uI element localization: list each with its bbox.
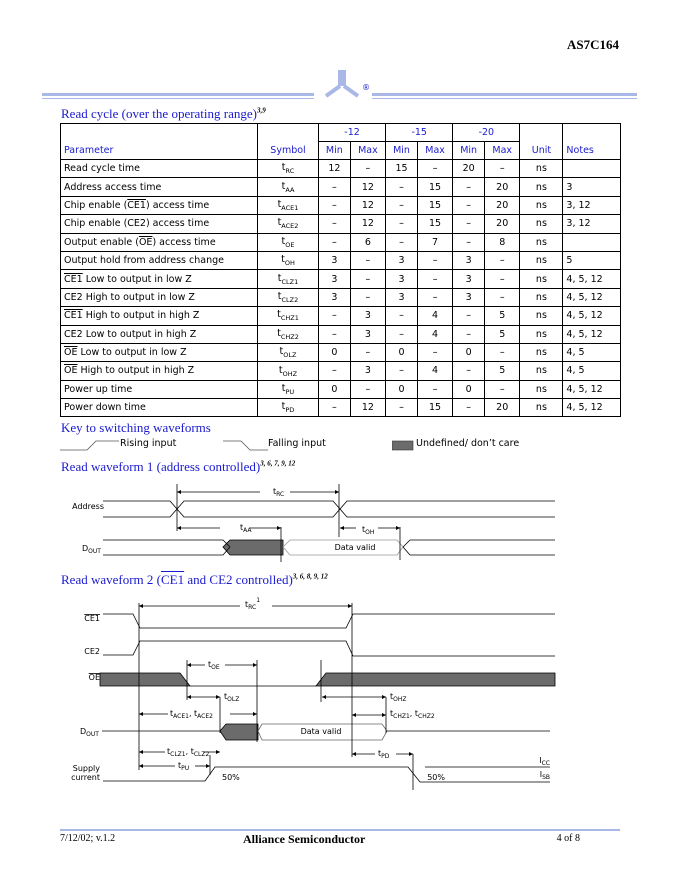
- value-cell: 0: [319, 380, 351, 398]
- value-cell: 20: [485, 399, 520, 417]
- value-cell: 20: [485, 196, 520, 214]
- toh-label: $t_{OH}$: [362, 525, 375, 536]
- tohz-label: $t_{OHZ}$: [390, 692, 407, 703]
- unit-cell: ns: [520, 362, 563, 380]
- col-max: Max: [417, 142, 452, 160]
- value-cell: 5: [485, 307, 520, 325]
- footer-date: 7/12/02; v.1.2: [60, 833, 116, 844]
- notes-cell: 3, 12: [563, 196, 621, 214]
- notes-cell: 4, 5, 12: [563, 288, 621, 306]
- param-cell: Power up time: [61, 380, 258, 398]
- symbol-cell: $t_{OE}$: [258, 233, 319, 251]
- col-max: Max: [350, 142, 385, 160]
- value-cell: 3: [319, 288, 351, 306]
- value-cell: 0: [386, 380, 418, 398]
- value-cell: 12: [319, 160, 351, 178]
- value-cell: –: [319, 307, 351, 325]
- address-waveform: [103, 501, 555, 517]
- value-cell: 20: [485, 178, 520, 196]
- param-cell: Chip enable (CE2) access time: [61, 215, 258, 233]
- notes-cell: 4, 5, 12: [563, 380, 621, 398]
- value-cell: –: [319, 362, 351, 380]
- value-cell: –: [453, 362, 485, 380]
- value-cell: –: [386, 362, 418, 380]
- col-unit: Unit: [520, 124, 563, 160]
- notes-cell: 4, 5: [563, 362, 621, 380]
- tclz-label: $t_{CLZ1}$, $t_{CLZ2}$: [167, 747, 210, 758]
- symbol-cell: $t_{OLZ}$: [258, 343, 319, 361]
- col-min: Min: [453, 142, 485, 160]
- value-cell: 8: [485, 233, 520, 251]
- col-notes: Notes: [563, 124, 621, 160]
- value-cell: –: [386, 196, 418, 214]
- col-speed-12: -12: [319, 124, 386, 142]
- part-number: AS7C164: [566, 37, 619, 52]
- param-cell: CE1 Low to output in low Z: [61, 270, 258, 288]
- unit-cell: ns: [520, 270, 563, 288]
- value-cell: –: [319, 233, 351, 251]
- value-cell: 3: [319, 270, 351, 288]
- ce2-waveform: [103, 641, 555, 656]
- value-cell: 20: [485, 215, 520, 233]
- col-max: Max: [485, 142, 520, 160]
- value-cell: 6: [350, 233, 385, 251]
- value-cell: –: [485, 288, 520, 306]
- address-label: Address: [72, 502, 104, 511]
- value-cell: –: [485, 380, 520, 398]
- symbol-cell: $t_{CHZ1}$: [258, 307, 319, 325]
- trc-label: $t_{RC}$: [273, 487, 285, 498]
- symbol-cell: $t_{CLZ2}$: [258, 288, 319, 306]
- value-cell: –: [417, 380, 452, 398]
- value-cell: –: [417, 251, 452, 269]
- ce2-label: CE2: [84, 647, 100, 656]
- symbol-cell: $t_{ACE1}$: [258, 196, 319, 214]
- pct-label-b: 50%: [427, 773, 445, 782]
- read-cycle-heading: Read cycle (over the operating range)$^{3,9}$: [61, 106, 266, 121]
- data-valid-label-1: Data valid: [334, 543, 376, 552]
- ce1-label: CE1: [84, 614, 100, 623]
- notes-cell: 4, 5: [563, 343, 621, 361]
- value-cell: 3: [453, 251, 485, 269]
- value-cell: –: [453, 325, 485, 343]
- param-cell: Address access time: [61, 178, 258, 196]
- param-cell: Output hold from address change: [61, 251, 258, 269]
- value-cell: 12: [350, 196, 385, 214]
- value-cell: –: [417, 288, 452, 306]
- footer-rule: [60, 829, 620, 831]
- param-cell: CE1 High to output in high Z: [61, 307, 258, 325]
- value-cell: –: [350, 380, 385, 398]
- notes-cell: 5: [563, 251, 621, 269]
- tace-label: $t_{ACE1}$, $t_{ACE2}$: [170, 709, 213, 720]
- value-cell: 0: [319, 343, 351, 361]
- unit-cell: ns: [520, 178, 563, 196]
- tchz-label: $t_{CHZ1}$, $t_{CHZ2}$: [390, 709, 435, 720]
- value-cell: –: [453, 215, 485, 233]
- value-cell: 12: [350, 178, 385, 196]
- value-cell: –: [485, 343, 520, 361]
- value-cell: –: [350, 288, 385, 306]
- current-label: current: [71, 773, 100, 782]
- key-heading: Key to switching waveforms: [61, 420, 211, 435]
- param-cell: Power down time: [61, 399, 258, 417]
- pct-label-a: 50%: [222, 773, 240, 782]
- param-cell: Read cycle time: [61, 160, 258, 178]
- value-cell: 3: [386, 270, 418, 288]
- col-speed-20: -20: [453, 124, 520, 142]
- col-parameter: Parameter: [61, 124, 258, 160]
- col-symbol: Symbol: [258, 124, 319, 160]
- value-cell: 3: [350, 307, 385, 325]
- notes-cell: 4, 5, 12: [563, 270, 621, 288]
- value-cell: –: [386, 233, 418, 251]
- unit-cell: ns: [520, 196, 563, 214]
- value-cell: –: [453, 399, 485, 417]
- value-cell: –: [485, 251, 520, 269]
- dout-waveform-1: [103, 540, 555, 555]
- value-cell: –: [319, 325, 351, 343]
- value-cell: –: [319, 196, 351, 214]
- footer-company: Alliance Semiconductor: [243, 832, 366, 846]
- value-cell: 7: [417, 233, 452, 251]
- unit-cell: ns: [520, 325, 563, 343]
- value-cell: 12: [350, 215, 385, 233]
- notes-cell: 3: [563, 178, 621, 196]
- symbol-cell: $t_{PD}$: [258, 399, 319, 417]
- oe-label: OE: [88, 673, 100, 682]
- value-cell: –: [386, 215, 418, 233]
- dout-label-1: $D_{OUT}$: [82, 544, 101, 555]
- value-cell: 0: [453, 343, 485, 361]
- unit-cell: ns: [520, 233, 563, 251]
- value-cell: –: [350, 343, 385, 361]
- notes-cell: 4, 5, 12: [563, 325, 621, 343]
- value-cell: –: [350, 160, 385, 178]
- tpd-label: $t_{PD}$: [378, 749, 390, 760]
- symbol-cell: $t_{ACE2}$: [258, 215, 319, 233]
- svg-text:®: ®: [362, 83, 370, 92]
- col-min: Min: [319, 142, 351, 160]
- value-cell: 4: [417, 307, 452, 325]
- notes-cell: 4, 5, 12: [563, 399, 621, 417]
- value-cell: 3: [453, 288, 485, 306]
- value-cell: –: [417, 343, 452, 361]
- symbol-cell: $t_{OHZ}$: [258, 362, 319, 380]
- symbol-cell: $t_{CHZ2}$: [258, 325, 319, 343]
- icc-label: $I_{CC}$: [539, 756, 550, 767]
- key-rising-label: Rising input: [120, 438, 177, 449]
- param-cell: CE2 High to output in low Z: [61, 288, 258, 306]
- value-cell: –: [319, 215, 351, 233]
- supply-label: Supply: [72, 764, 100, 773]
- value-cell: 15: [417, 399, 452, 417]
- value-cell: –: [386, 178, 418, 196]
- key-falling-label: Falling input: [268, 438, 326, 449]
- value-cell: 3: [350, 325, 385, 343]
- symbol-cell: $t_{AA}$: [258, 178, 319, 196]
- param-cell: $\overline{OE}$ High to output in high Z: [61, 362, 258, 380]
- value-cell: –: [453, 178, 485, 196]
- value-cell: 15: [386, 160, 418, 178]
- unit-cell: ns: [520, 288, 563, 306]
- value-cell: 5: [485, 362, 520, 380]
- taa-label: $t_{AA}$: [240, 523, 252, 534]
- value-cell: –: [417, 270, 452, 288]
- value-cell: –: [319, 399, 351, 417]
- dout-label-2: $D_{OUT}$: [80, 727, 99, 738]
- value-cell: 4: [417, 325, 452, 343]
- value-cell: –: [453, 307, 485, 325]
- supply-current-waveform: [103, 767, 550, 782]
- value-cell: –: [350, 251, 385, 269]
- value-cell: 20: [453, 160, 485, 178]
- value-cell: 15: [417, 215, 452, 233]
- param-cell: $\overline{OE}$ Low to output in low Z: [61, 343, 258, 361]
- value-cell: –: [417, 160, 452, 178]
- param-cell: Chip enable (CE1) access time: [61, 196, 258, 214]
- unit-cell: ns: [520, 215, 563, 233]
- key-undefined-label: Undefined/ don’t care: [416, 438, 520, 449]
- value-cell: 3: [386, 251, 418, 269]
- value-cell: 15: [417, 178, 452, 196]
- symbol-cell: $t_{CLZ1}$: [258, 270, 319, 288]
- value-cell: –: [485, 160, 520, 178]
- value-cell: 0: [386, 343, 418, 361]
- value-cell: 0: [453, 380, 485, 398]
- unit-cell: ns: [520, 380, 563, 398]
- value-cell: 3: [350, 362, 385, 380]
- value-cell: 15: [417, 196, 452, 214]
- value-cell: 3: [453, 270, 485, 288]
- oe-waveform: [100, 673, 555, 686]
- unit-cell: ns: [520, 399, 563, 417]
- col-min: Min: [386, 142, 418, 160]
- footer-page: 4 of 8: [556, 833, 580, 844]
- value-cell: –: [453, 233, 485, 251]
- value-cell: –: [386, 307, 418, 325]
- value-cell: –: [453, 196, 485, 214]
- trc1-label: $t_{RC}^1$: [245, 597, 261, 611]
- value-cell: 3: [319, 251, 351, 269]
- notes-cell: 4, 5, 12: [563, 307, 621, 325]
- unit-cell: ns: [520, 160, 563, 178]
- value-cell: –: [485, 270, 520, 288]
- waveform2-heading: Read waveform 2 (CE1 and CE2 controlled)$^{3, 6, 8, 9, 12}$: [61, 572, 328, 587]
- col-speed-15: -15: [386, 124, 453, 142]
- symbol-cell: $t_{RC}$: [258, 160, 319, 178]
- tpu-label: $t_{PU}$: [178, 761, 190, 772]
- tolz-label: $t_{OLZ}$: [224, 692, 240, 703]
- value-cell: 12: [350, 399, 385, 417]
- value-cell: –: [386, 325, 418, 343]
- unit-cell: ns: [520, 251, 563, 269]
- symbol-cell: $t_{PU}$: [258, 380, 319, 398]
- value-cell: 5: [485, 325, 520, 343]
- symbol-cell: $t_{OH}$: [258, 251, 319, 269]
- toe-label: $t_{OE}$: [208, 660, 220, 671]
- unit-cell: ns: [520, 307, 563, 325]
- value-cell: –: [350, 270, 385, 288]
- unit-cell: ns: [520, 343, 563, 361]
- param-cell: CE2 Low to output in high Z: [61, 325, 258, 343]
- value-cell: 4: [417, 362, 452, 380]
- waveform1-heading: Read waveform 1 (address controlled)$^{3, 6, 7, 9, 12}$: [61, 459, 296, 474]
- isb-label: $I_{SB}$: [539, 770, 550, 781]
- data-valid-label-2: Data valid: [300, 727, 342, 736]
- notes-cell: 3, 12: [563, 215, 621, 233]
- ce1-waveform: [103, 614, 555, 628]
- param-cell: Output enable $(\overline{OE})$ access time: [61, 233, 258, 251]
- value-cell: –: [319, 178, 351, 196]
- value-cell: –: [386, 399, 418, 417]
- value-cell: 3: [386, 288, 418, 306]
